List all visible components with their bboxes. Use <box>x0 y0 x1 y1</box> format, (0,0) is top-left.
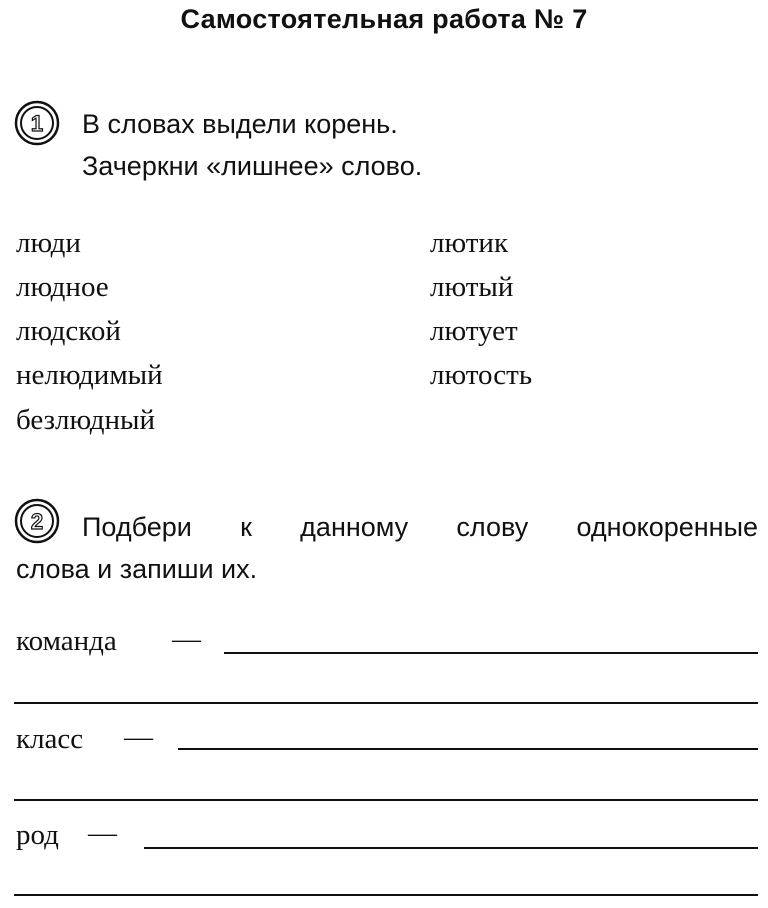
word-left: нелюдимый <box>16 359 163 391</box>
task2-instruction-line2: слова и запиши их. <box>16 554 258 584</box>
word-left: людное <box>16 271 109 303</box>
word-left: безлюдный <box>16 404 155 436</box>
answer-line[interactable] <box>178 748 758 750</box>
word-right: лютый <box>430 271 514 303</box>
page-title: Самостоятельная работа № 7 <box>180 4 588 34</box>
task-number: 1 <box>30 111 44 136</box>
answer-line[interactable] <box>144 847 758 849</box>
task-number-badge <box>14 100 60 146</box>
word-left: люди <box>16 227 81 259</box>
answer-line[interactable] <box>14 894 758 896</box>
word-left: людской <box>16 315 121 347</box>
prompt-word: род <box>16 819 59 851</box>
task-number-badge <box>14 498 60 544</box>
task2-instruction-line1: Подбери к данному слову однокоренные <box>82 512 758 542</box>
answer-line[interactable] <box>224 652 758 654</box>
prompt-word: команда <box>16 625 117 657</box>
task1-instruction-line2: Зачеркни «лишнее» слово. <box>82 151 423 181</box>
dash: — <box>172 623 201 655</box>
dash: — <box>124 721 153 753</box>
dash: — <box>88 817 117 849</box>
answer-line[interactable] <box>14 702 758 704</box>
prompt-word: класс <box>16 723 84 755</box>
word-right: лютость <box>430 359 533 391</box>
task-number: 2 <box>30 509 44 534</box>
task1-instruction-line1: В словах выдели корень. <box>82 109 398 139</box>
word-right: лютует <box>430 315 518 347</box>
answer-line[interactable] <box>14 799 758 801</box>
word-right: лютик <box>430 227 509 259</box>
